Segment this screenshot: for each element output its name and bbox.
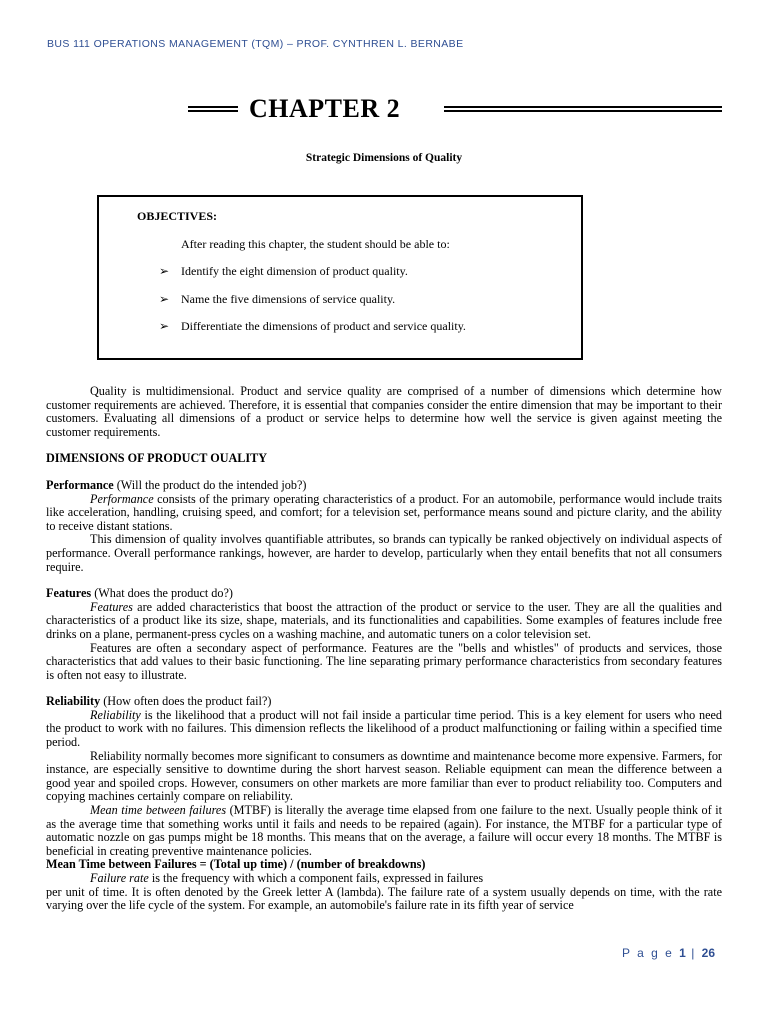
objective-text: Identify the eight dimension of product quality. [181, 264, 408, 278]
reliability-term: Reliability [90, 707, 141, 722]
objectives-title: OBJECTIVES: [137, 209, 218, 223]
objectives-box [97, 195, 583, 360]
title-rule-left [188, 106, 238, 112]
mtbf-text: (MTBF) is literally the average time elapsed from one failure to the next. Usually people think of it as the average time that something works until it fails and needs to be repaired (again). For instance, the MTBF for a particular type of automatic nozzle on gas pumps might be 18 months. This means that on the average, a failure will occur every 18 months. The MTBF is beneficial in creating preventive maintenance policies. [46, 803, 722, 858]
mtbf-formula: Mean Time between Failures = (Total up time) / (number of breakdowns) [46, 857, 426, 872]
reliability-heading: Reliability [46, 694, 101, 709]
failure-rate-text-1: is the frequency with which a component fails, expressed in failures [148, 871, 484, 885]
page-footer [622, 946, 715, 960]
objective-text: Differentiate the dimensions of product and service quality. [181, 319, 466, 333]
title-rule-right [444, 106, 722, 112]
objective-text: Name the five dimensions of service quality. [181, 292, 396, 306]
document-body [46, 385, 722, 913]
performance-paragraph-2: This dimension of quality involves quantifiable attributes, so brands can typically be ranked objectively on individual aspects of performance. Overall performance rankings, however, are harder to develop, particularly when they entail benefits that not all consumers require. [46, 532, 722, 574]
reliability-heading-line [46, 695, 722, 709]
objective-item [159, 264, 408, 279]
reliability-text-1: is the likelihood that a product will not fail inside a particular time period. This is a key element for users who need the product to work with no failures. This dimension reflects the likelihood of a product malfunctioning or failing within a specified time period. [46, 707, 722, 750]
chapter-title: CHAPTER 2 [249, 94, 401, 123]
mtbf-paragraph [46, 804, 722, 858]
bullet-arrow-icon: ➢ [159, 319, 170, 333]
failure-rate-term: Failure rate [90, 871, 149, 885]
objective-item [159, 319, 466, 334]
performance-heading: Performance [46, 477, 114, 492]
features-term: Features [90, 599, 133, 614]
objectives-intro: After reading this chapter, the student should be able to: [181, 237, 450, 251]
performance-heading-line [46, 479, 722, 493]
reliability-paragraph-2: Reliability normally becomes more significant to consumers as downtime and maintenance become more expensive. Farmers, for instance, are especially sensitive to downtime during the short harvest season. Reliable equipment can mean the difference between a good year and spoiled crops. However, consumers on other markets are more familiar than ever to product reliability too. Computers and copying machines certainly compare on reliability. [46, 748, 722, 804]
failure-rate-paragraph: per unit of time. It is often denoted by the Greek letter A (lambda). The failure rate of a system usually depends on time, with the rate varying over the life cycle of the system. For example, an automobile's failure rate in its fifth year of service [46, 884, 722, 913]
objective-item [159, 292, 395, 307]
performance-paragraph-1 [46, 493, 722, 534]
page-separator: | [691, 946, 697, 960]
document-header: BUS 111 OPERATIONS MANAGEMENT (TQM) – PROF. CYNTHREN L. BERNABE [47, 38, 464, 50]
intro-paragraph: Quality is multidimensional. Product and service quality are comprised of a number of dimensions which determine how customer requirements are achieved. Therefore, it is essential that companies consider the entire dimension that may be important to their customers. Evaluating all dimensions of a product or service helps to determine how well the service is given against meeting the customer requirements. [46, 384, 722, 439]
features-question: (What does the product do?) [91, 586, 233, 601]
page-number: 1 [679, 946, 686, 960]
reliability-question: (How often does the product fail?) [100, 694, 272, 709]
performance-text-1: consists of the primary operating characteristics of a product. For an automobile, performance would include traits like acceleration, handling, cruising speed, and comfort; for a television set, performance means sound and picture clarity, and the ability to receive distant stations. [46, 491, 722, 533]
section-heading: DIMENSIONS OF PRODUCT OUALITY [46, 451, 268, 466]
failure-rate-line [46, 872, 722, 886]
bullet-arrow-icon: ➢ [159, 292, 170, 306]
features-paragraph-1 [46, 601, 722, 642]
performance-question: (Will the product do the intended job?) [113, 477, 307, 492]
mtbf-term: Mean time between failures [90, 803, 227, 818]
features-heading: Features [46, 586, 92, 601]
total-pages: 26 [701, 946, 716, 960]
chapter-subtitle: Strategic Dimensions of Quality [305, 152, 463, 164]
reliability-paragraph-1 [46, 709, 722, 750]
features-heading-line [46, 587, 722, 601]
performance-term: Performance [90, 491, 154, 506]
bullet-arrow-icon: ➢ [159, 264, 170, 278]
features-paragraph-2: Features are often a secondary aspect of performance. Features are the "bells and whistles" of products and services, those characteristics that add values to their basic functioning. The line separating primary performance characteristics from secondary features is often not easy to illustrate. [46, 640, 722, 682]
page-label: P a g e [622, 946, 674, 960]
features-text-1: are added characteristics that boost the attraction of the product or service to the user. They are all the qualities and characteristics of a product like its size, shape, materials, and its functionalities and capabilities. Some examples of features include free drinks on a plane, permanent-press cycles on a washing machine, and automatic tuners on a color television set. [46, 599, 722, 641]
